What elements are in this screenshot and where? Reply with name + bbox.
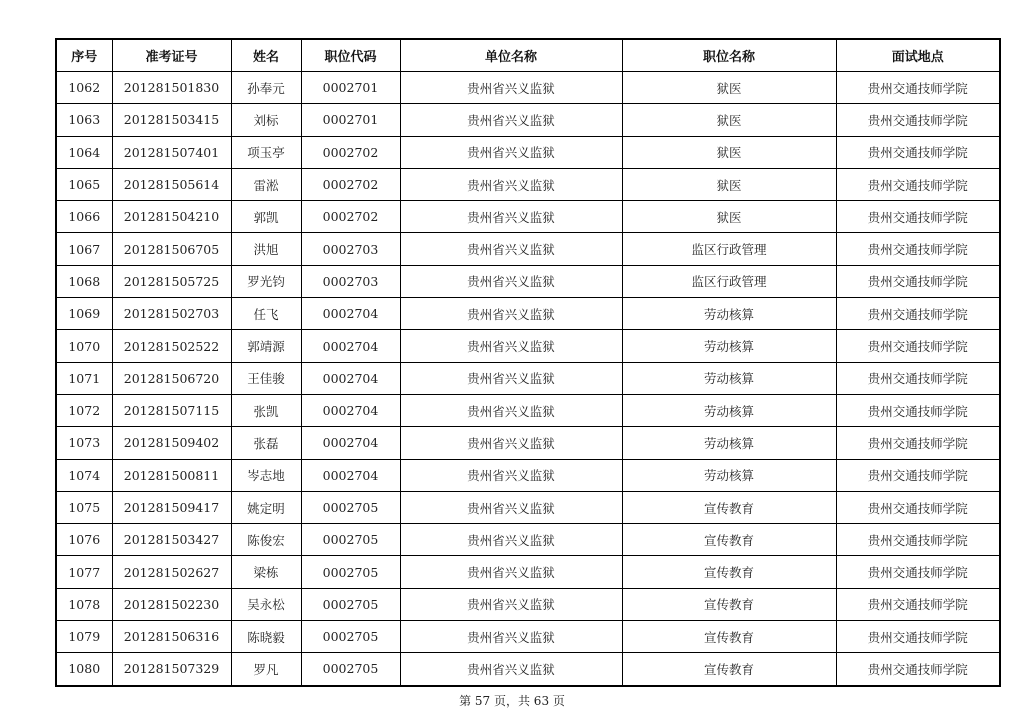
cell-index: 1066 bbox=[56, 201, 112, 233]
cell-exam-number: 201281504210 bbox=[112, 201, 231, 233]
cell-unit-name: 贵州省兴义监狱 bbox=[400, 621, 622, 653]
table-header bbox=[56, 39, 1000, 72]
cell-position-name: 宣传教育 bbox=[622, 653, 836, 686]
cell-index: 1078 bbox=[56, 588, 112, 620]
cell-position-code: 0002704 bbox=[301, 427, 400, 459]
header-cell-index: 序号 bbox=[56, 39, 112, 72]
cell-position-code: 0002704 bbox=[301, 459, 400, 491]
cell-interview-location: 贵州交通技师学院 bbox=[836, 362, 1000, 394]
cell-interview-location: 贵州交通技师学院 bbox=[836, 330, 1000, 362]
cell-name: 郭靖源 bbox=[231, 330, 301, 362]
cell-position-name: 狱医 bbox=[622, 201, 836, 233]
cell-unit-name: 贵州省兴义监狱 bbox=[400, 72, 622, 104]
cell-exam-number: 201281505725 bbox=[112, 265, 231, 297]
cell-name: 雷淞 bbox=[231, 168, 301, 200]
cell-position-name: 劳动核算 bbox=[622, 459, 836, 491]
cell-index: 1076 bbox=[56, 524, 112, 556]
cell-name: 刘标 bbox=[231, 104, 301, 136]
cell-name: 任飞 bbox=[231, 298, 301, 330]
cell-exam-number: 201281506705 bbox=[112, 233, 231, 265]
cell-index: 1075 bbox=[56, 491, 112, 523]
cell-position-name: 宣传教育 bbox=[622, 588, 836, 620]
cell-index: 1067 bbox=[56, 233, 112, 265]
cell-unit-name: 贵州省兴义监狱 bbox=[400, 168, 622, 200]
cell-exam-number: 201281507401 bbox=[112, 136, 231, 168]
cell-position-name: 狱医 bbox=[622, 168, 836, 200]
cell-exam-number: 201281503427 bbox=[112, 524, 231, 556]
cell-interview-location: 贵州交通技师学院 bbox=[836, 653, 1000, 686]
cell-index: 1072 bbox=[56, 394, 112, 426]
cell-position-code: 0002702 bbox=[301, 168, 400, 200]
interview-roster-table bbox=[55, 38, 1001, 687]
cell-name: 罗光钧 bbox=[231, 265, 301, 297]
cell-position-code: 0002704 bbox=[301, 362, 400, 394]
header-row bbox=[56, 39, 1000, 72]
cell-interview-location: 贵州交通技师学院 bbox=[836, 524, 1000, 556]
cell-index: 1062 bbox=[56, 72, 112, 104]
cell-unit-name: 贵州省兴义监狱 bbox=[400, 427, 622, 459]
cell-unit-name: 贵州省兴义监狱 bbox=[400, 265, 622, 297]
page-number-footer: 第 57 页，共 63 页 bbox=[459, 694, 565, 708]
table-row bbox=[56, 362, 1000, 394]
table-row bbox=[56, 168, 1000, 200]
cell-exam-number: 201281509402 bbox=[112, 427, 231, 459]
table-row bbox=[56, 136, 1000, 168]
cell-name: 郭凯 bbox=[231, 201, 301, 233]
cell-position-name: 狱医 bbox=[622, 104, 836, 136]
cell-interview-location: 贵州交通技师学院 bbox=[836, 588, 1000, 620]
cell-name: 吴永松 bbox=[231, 588, 301, 620]
cell-exam-number: 201281507115 bbox=[112, 394, 231, 426]
cell-interview-location: 贵州交通技师学院 bbox=[836, 491, 1000, 523]
cell-position-code: 0002704 bbox=[301, 394, 400, 426]
cell-position-code: 0002705 bbox=[301, 621, 400, 653]
cell-interview-location: 贵州交通技师学院 bbox=[836, 427, 1000, 459]
cell-unit-name: 贵州省兴义监狱 bbox=[400, 459, 622, 491]
cell-index: 1068 bbox=[56, 265, 112, 297]
table-row bbox=[56, 233, 1000, 265]
cell-name: 王佳骏 bbox=[231, 362, 301, 394]
table-row bbox=[56, 104, 1000, 136]
cell-exam-number: 201281501830 bbox=[112, 72, 231, 104]
cell-exam-number: 201281502627 bbox=[112, 556, 231, 588]
cell-position-code: 0002705 bbox=[301, 556, 400, 588]
cell-position-name: 宣传教育 bbox=[622, 491, 836, 523]
table-body bbox=[56, 72, 1000, 686]
cell-name: 张凯 bbox=[231, 394, 301, 426]
cell-position-code: 0002703 bbox=[301, 265, 400, 297]
cell-name: 梁栋 bbox=[231, 556, 301, 588]
header-cell-position-code: 职位代码 bbox=[301, 39, 400, 72]
cell-position-name: 宣传教育 bbox=[622, 556, 836, 588]
cell-position-name: 监区行政管理 bbox=[622, 265, 836, 297]
cell-interview-location: 贵州交通技师学院 bbox=[836, 621, 1000, 653]
header-cell-unit-name: 单位名称 bbox=[400, 39, 622, 72]
cell-position-name: 狱医 bbox=[622, 72, 836, 104]
cell-position-name: 劳动核算 bbox=[622, 298, 836, 330]
cell-position-name: 劳动核算 bbox=[622, 427, 836, 459]
cell-position-code: 0002702 bbox=[301, 201, 400, 233]
cell-index: 1074 bbox=[56, 459, 112, 491]
cell-position-code: 0002705 bbox=[301, 524, 400, 556]
cell-position-code: 0002705 bbox=[301, 491, 400, 523]
cell-index: 1065 bbox=[56, 168, 112, 200]
cell-position-code: 0002703 bbox=[301, 233, 400, 265]
cell-name: 姚定明 bbox=[231, 491, 301, 523]
cell-unit-name: 贵州省兴义监狱 bbox=[400, 491, 622, 523]
cell-position-name: 劳动核算 bbox=[622, 330, 836, 362]
cell-name: 洪旭 bbox=[231, 233, 301, 265]
cell-exam-number: 201281502230 bbox=[112, 588, 231, 620]
cell-position-code: 0002705 bbox=[301, 653, 400, 686]
cell-unit-name: 贵州省兴义监狱 bbox=[400, 653, 622, 686]
cell-unit-name: 贵州省兴义监狱 bbox=[400, 394, 622, 426]
table-row bbox=[56, 265, 1000, 297]
cell-interview-location: 贵州交通技师学院 bbox=[836, 298, 1000, 330]
cell-position-name: 监区行政管理 bbox=[622, 233, 836, 265]
cell-exam-number: 201281509417 bbox=[112, 491, 231, 523]
cell-interview-location: 贵州交通技师学院 bbox=[836, 265, 1000, 297]
cell-unit-name: 贵州省兴义监狱 bbox=[400, 524, 622, 556]
cell-position-code: 0002701 bbox=[301, 104, 400, 136]
table-row bbox=[56, 298, 1000, 330]
header-cell-exam-number: 准考证号 bbox=[112, 39, 231, 72]
table-row bbox=[56, 459, 1000, 491]
cell-exam-number: 201281502703 bbox=[112, 298, 231, 330]
table-row bbox=[56, 330, 1000, 362]
cell-interview-location: 贵州交通技师学院 bbox=[836, 72, 1000, 104]
cell-name: 项玉亭 bbox=[231, 136, 301, 168]
cell-interview-location: 贵州交通技师学院 bbox=[836, 556, 1000, 588]
cell-position-name: 劳动核算 bbox=[622, 362, 836, 394]
cell-interview-location: 贵州交通技师学院 bbox=[836, 104, 1000, 136]
cell-index: 1070 bbox=[56, 330, 112, 362]
cell-unit-name: 贵州省兴义监狱 bbox=[400, 233, 622, 265]
cell-name: 岑志地 bbox=[231, 459, 301, 491]
cell-unit-name: 贵州省兴义监狱 bbox=[400, 362, 622, 394]
cell-unit-name: 贵州省兴义监狱 bbox=[400, 298, 622, 330]
cell-position-name: 狱医 bbox=[622, 136, 836, 168]
table-row bbox=[56, 427, 1000, 459]
cell-exam-number: 201281506316 bbox=[112, 621, 231, 653]
cell-exam-number: 201281503415 bbox=[112, 104, 231, 136]
cell-position-code: 0002701 bbox=[301, 72, 400, 104]
cell-exam-number: 201281505614 bbox=[112, 168, 231, 200]
cell-name: 陈俊宏 bbox=[231, 524, 301, 556]
table-row bbox=[56, 621, 1000, 653]
table-row bbox=[56, 653, 1000, 686]
cell-unit-name: 贵州省兴义监狱 bbox=[400, 588, 622, 620]
cell-name: 陈晓毅 bbox=[231, 621, 301, 653]
cell-exam-number: 201281507329 bbox=[112, 653, 231, 686]
cell-exam-number: 201281500811 bbox=[112, 459, 231, 491]
cell-interview-location: 贵州交通技师学院 bbox=[836, 136, 1000, 168]
header-cell-interview-location: 面试地点 bbox=[836, 39, 1000, 72]
cell-position-code: 0002704 bbox=[301, 298, 400, 330]
cell-exam-number: 201281502522 bbox=[112, 330, 231, 362]
cell-index: 1071 bbox=[56, 362, 112, 394]
cell-unit-name: 贵州省兴义监狱 bbox=[400, 136, 622, 168]
cell-name: 孙奉元 bbox=[231, 72, 301, 104]
header-cell-position-name: 职位名称 bbox=[622, 39, 836, 72]
table-row bbox=[56, 491, 1000, 523]
table-row bbox=[56, 556, 1000, 588]
table-row bbox=[56, 394, 1000, 426]
cell-unit-name: 贵州省兴义监狱 bbox=[400, 330, 622, 362]
cell-index: 1064 bbox=[56, 136, 112, 168]
cell-interview-location: 贵州交通技师学院 bbox=[836, 168, 1000, 200]
cell-name: 张磊 bbox=[231, 427, 301, 459]
cell-interview-location: 贵州交通技师学院 bbox=[836, 459, 1000, 491]
cell-interview-location: 贵州交通技师学院 bbox=[836, 394, 1000, 426]
cell-index: 1080 bbox=[56, 653, 112, 686]
cell-position-name: 劳动核算 bbox=[622, 394, 836, 426]
cell-position-name: 宣传教育 bbox=[622, 524, 836, 556]
cell-unit-name: 贵州省兴义监狱 bbox=[400, 104, 622, 136]
header-cell-name: 姓名 bbox=[231, 39, 301, 72]
cell-position-code: 0002702 bbox=[301, 136, 400, 168]
cell-position-code: 0002704 bbox=[301, 330, 400, 362]
table-row bbox=[56, 588, 1000, 620]
cell-index: 1069 bbox=[56, 298, 112, 330]
cell-index: 1077 bbox=[56, 556, 112, 588]
cell-index: 1073 bbox=[56, 427, 112, 459]
table-row bbox=[56, 72, 1000, 104]
cell-interview-location: 贵州交通技师学院 bbox=[836, 201, 1000, 233]
cell-unit-name: 贵州省兴义监狱 bbox=[400, 556, 622, 588]
cell-interview-location: 贵州交通技师学院 bbox=[836, 233, 1000, 265]
table-row bbox=[56, 524, 1000, 556]
cell-index: 1063 bbox=[56, 104, 112, 136]
cell-exam-number: 201281506720 bbox=[112, 362, 231, 394]
cell-name: 罗凡 bbox=[231, 653, 301, 686]
cell-unit-name: 贵州省兴义监狱 bbox=[400, 201, 622, 233]
table-row bbox=[56, 201, 1000, 233]
cell-position-code: 0002705 bbox=[301, 588, 400, 620]
cell-position-name: 宣传教育 bbox=[622, 621, 836, 653]
cell-index: 1079 bbox=[56, 621, 112, 653]
